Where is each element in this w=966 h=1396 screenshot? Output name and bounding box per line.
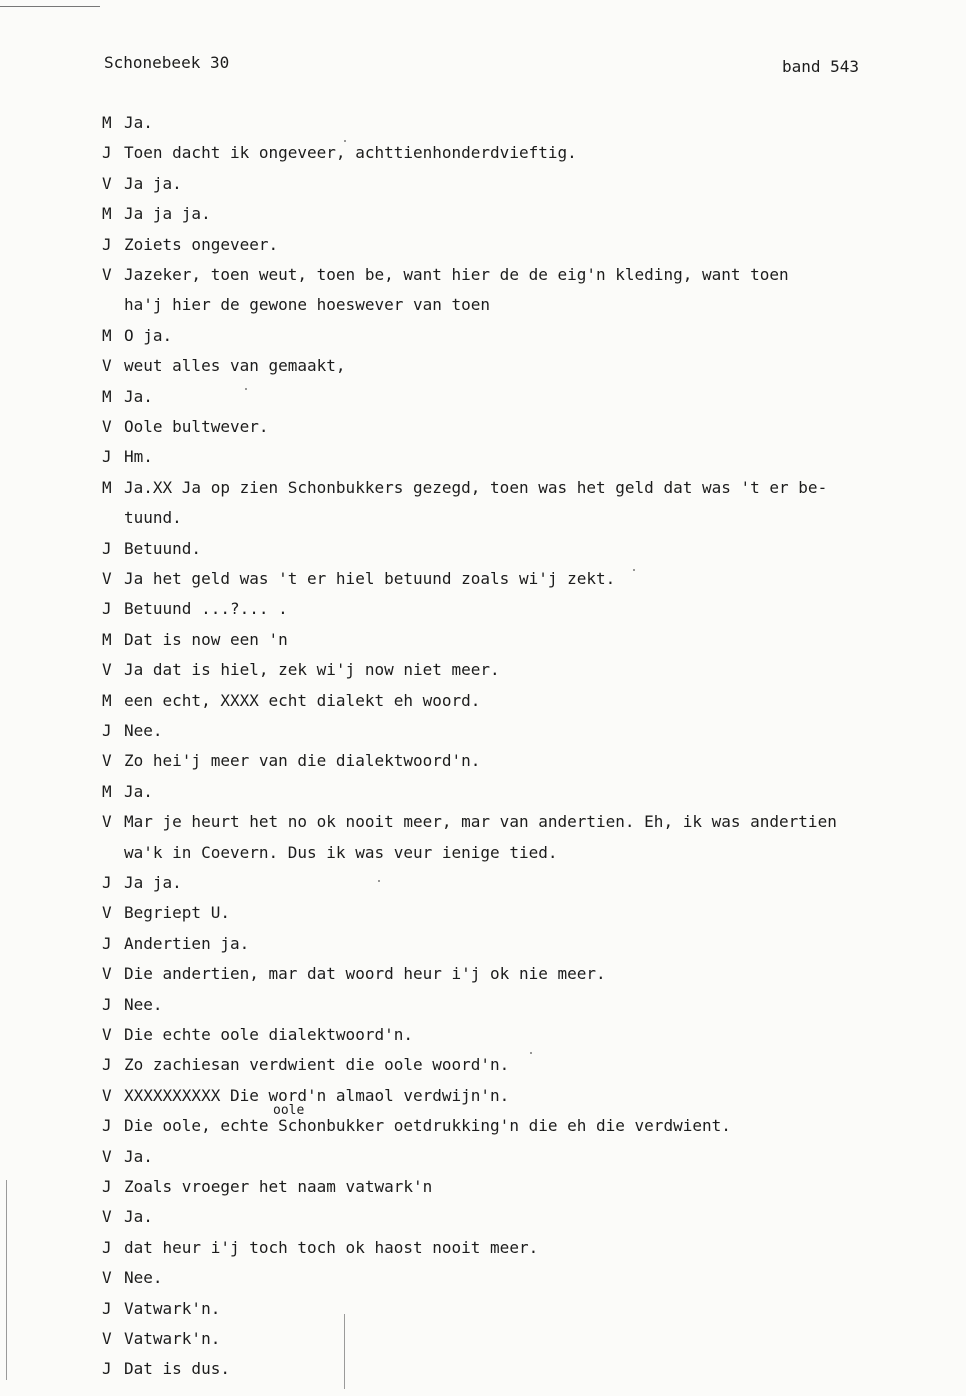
speaker-label: J	[102, 1055, 112, 1075]
speaker-label: J	[102, 1359, 112, 1379]
utterance-text: een echt, XXXX echt dialekt eh woord.	[124, 690, 481, 710]
top-rule	[0, 6, 100, 7]
speaker-label: M	[102, 386, 112, 406]
utterance-text: Toen dacht ik ongeveer, achttienhonderdvieftig.	[124, 143, 577, 163]
utterance-text: wa'k in Coevern. Dus ik was veur ienige tied.	[124, 842, 558, 862]
utterance-text: Dat is now een 'n	[124, 629, 288, 649]
speaker-label: J	[102, 1298, 112, 1318]
utterance-text: Dat is dus.	[124, 1359, 230, 1379]
margin-mark	[6, 1180, 7, 1380]
speaker-label: V	[102, 173, 112, 193]
utterance-text: Ja.	[124, 781, 153, 801]
speaker-label: V	[102, 265, 112, 284]
utterance-text: dat heur i'j toch toch ok haost nooit meer.	[124, 1237, 539, 1257]
utterance-text: Die andertien, mar dat woord heur i'j ok nie meer.	[124, 964, 606, 984]
utterance-text: XXXXXXXXXX Die word'n almaol verdwijn'n.	[124, 1085, 510, 1105]
speaker-label: V	[102, 417, 112, 436]
speaker-label: V	[102, 812, 112, 832]
utterance-text: Ja ja.	[124, 873, 182, 892]
utterance-text: Nee.	[124, 994, 163, 1014]
paper-speck	[378, 880, 380, 882]
utterance-text: ha'j hier de gewone hoeswever van toen	[124, 295, 491, 315]
utterance-text: Nee.	[124, 721, 163, 740]
speaker-label: V	[102, 356, 112, 376]
utterance-text: Die echte oole dialektwoord'n.	[124, 1025, 413, 1044]
utterance-text: Betuund ...?... .	[124, 599, 288, 619]
utterance-text: Ja ja.	[124, 173, 182, 193]
speaker-label: V	[102, 1207, 112, 1227]
utterance-text: Begriept U.	[124, 903, 230, 923]
utterance-text: Andertien ja.	[124, 933, 250, 953]
speaker-label: M	[102, 325, 112, 345]
utterance-text: Zo hei'j meer van die dialektwoord'n.	[124, 751, 481, 771]
paper-speck	[245, 388, 247, 390]
speaker-label: V	[102, 751, 112, 771]
speaker-label: V	[102, 1025, 112, 1044]
speaker-label: J	[102, 1177, 112, 1196]
paper-speck	[633, 569, 635, 571]
utterance-text: Jazeker, toen weut, toen be, want hier de de eig'n kleding, want toen	[124, 265, 789, 284]
speaker-label: J	[102, 1116, 112, 1136]
utterance-text: Vatwark'n.	[124, 1298, 221, 1318]
utterance-text: O ja.	[124, 325, 173, 345]
utterance-text: Ja.XX Ja op zien Schonbukkers gezegd, toen was het geld dat was 't er be-	[124, 477, 828, 497]
margin-mark	[344, 1314, 345, 1389]
speaker-label: V	[102, 1146, 112, 1166]
utterance-text: Vatwark'n.	[124, 1329, 221, 1348]
speaker-label: J	[102, 721, 112, 740]
speaker-label: J	[102, 1237, 112, 1257]
speaker-label: M	[102, 690, 112, 710]
speaker-label: M	[102, 204, 112, 224]
speaker-label: V	[102, 1085, 112, 1105]
speaker-label: J	[102, 447, 112, 467]
utterance-text: Ja dat is hiel, zek wi'j now niet meer.	[124, 660, 500, 680]
utterance-text: Ja.	[124, 1207, 153, 1227]
utterance-text: Ja het geld was 't er hiel betuund zoals wi'j zekt.	[124, 569, 616, 588]
utterance-text: Hm.	[124, 447, 153, 467]
speaker-label: J	[102, 873, 112, 892]
utterance-text: Ja.	[124, 1146, 153, 1166]
utterance-text: Mar je heurt het no ok nooit meer, mar van andertien. Eh, ik was andertien	[124, 812, 837, 832]
paper-speck	[344, 140, 346, 142]
utterance-text: weut alles van gemaakt,	[124, 356, 346, 376]
utterance-text: Oole bultwever.	[124, 417, 269, 436]
speaker-label: J	[102, 933, 112, 953]
speaker-label: J	[102, 994, 112, 1014]
utterance-text: Zo zachiesan verdwient die oole woord'n.	[124, 1055, 510, 1075]
header-location: Schonebeek 30	[104, 53, 230, 72]
utterance-text: Ja.	[124, 386, 153, 406]
utterance-text: Zoiets ongeveer.	[124, 234, 279, 254]
utterance-text: Ja ja ja.	[124, 204, 211, 224]
speaker-label: V	[102, 903, 112, 923]
speaker-label: J	[102, 234, 112, 254]
speaker-label: M	[102, 629, 112, 649]
utterance-text: Zoals vroeger het naam vatwark'n	[124, 1177, 433, 1196]
speaker-label: V	[102, 569, 112, 588]
speaker-label: V	[102, 964, 112, 984]
speaker-label: J	[102, 538, 112, 558]
speaker-label: M	[102, 113, 112, 132]
speaker-label: M	[102, 477, 112, 497]
utterance-text: tuund.	[124, 508, 182, 528]
speaker-label: J	[102, 143, 112, 163]
speaker-label: M	[102, 781, 112, 801]
speaker-label: J	[102, 599, 112, 619]
utterance-text: Ja.	[124, 113, 153, 132]
speaker-label: V	[102, 660, 112, 680]
speaker-label: V	[102, 1329, 112, 1348]
speaker-label: V	[102, 1268, 112, 1288]
header-tape-number: band 543	[782, 57, 860, 76]
paper-speck	[530, 1052, 532, 1054]
utterance-text: Betuund.	[124, 538, 202, 558]
utterance-text: Die oole, echte Schonbukker oetdrukking'n die eh die verdwient.	[124, 1116, 731, 1136]
interlinear-annotation: oole	[273, 1103, 305, 1118]
utterance-text: Nee.	[124, 1268, 163, 1288]
